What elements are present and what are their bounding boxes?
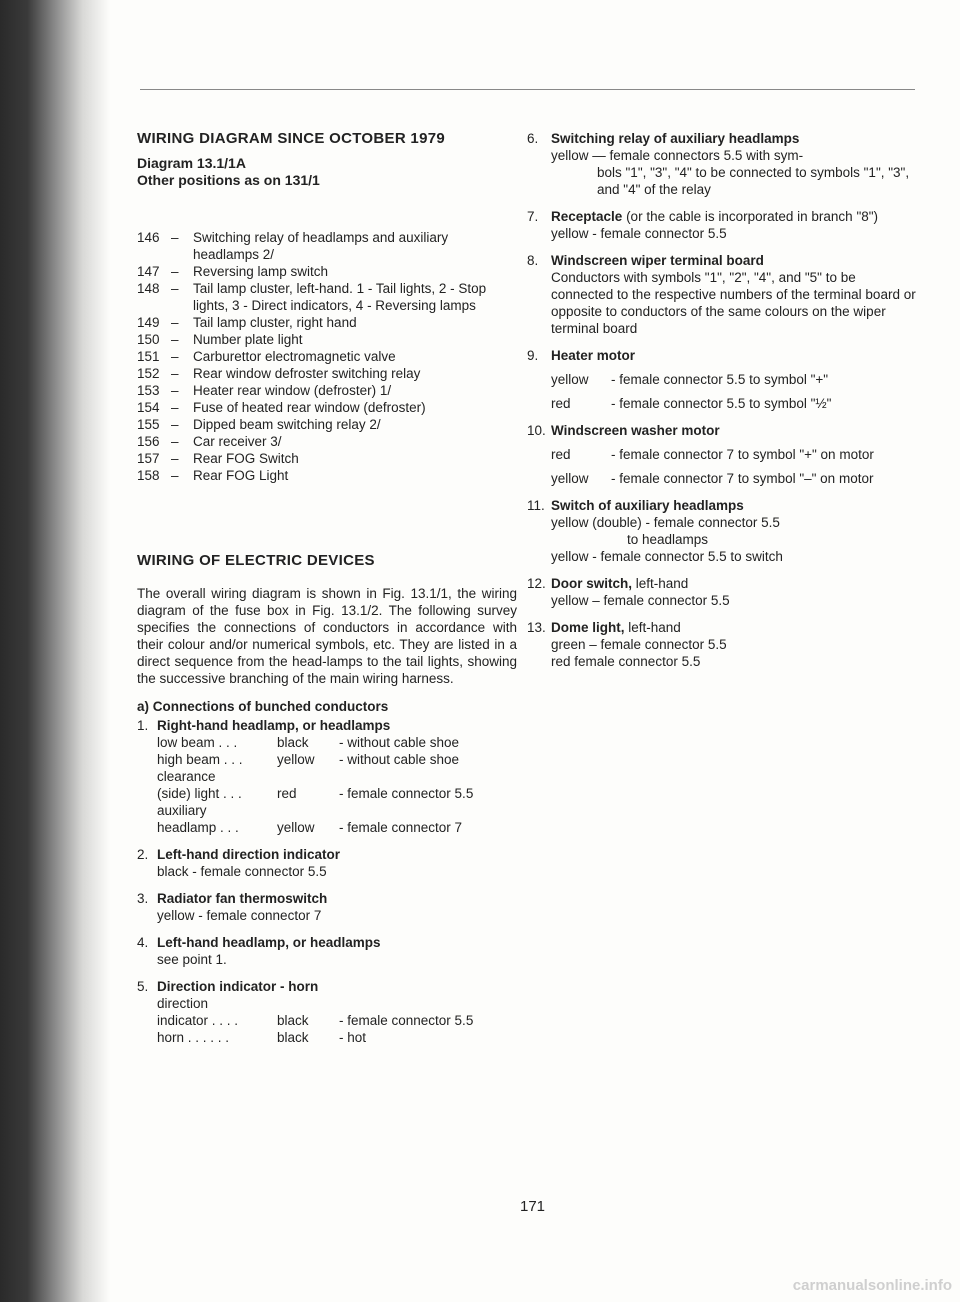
table-row: red - female connector 5.5 to symbol "½" xyxy=(551,396,832,411)
table-row: yellow - female connector 7 to symbol "–" on motor xyxy=(551,471,874,486)
list-item: 4. Left-hand headlamp, or headlamps see point 1. xyxy=(137,935,381,967)
right-column xyxy=(527,130,917,680)
header-rule xyxy=(140,89,915,90)
scan-shadow xyxy=(0,0,110,1302)
list-item: 155 – Dipped beam switching relay 2/ xyxy=(137,417,381,432)
list-item: 5. Direction indicator - horn direction indicator . . . . black - female connector 5.5 horn . . . . . . black - hot xyxy=(137,978,517,1046)
table-row: high beam . . . yellow - without cable shoe xyxy=(157,752,460,767)
table-row: horn . . . . . . black - hot xyxy=(157,1030,367,1045)
page-number: 171 xyxy=(520,1198,546,1215)
left-column xyxy=(137,130,517,1056)
list-item: 147 – Reversing lamp switch xyxy=(137,264,329,279)
page-title: WIRING DIAGRAM SINCE OCTOBER 1979 xyxy=(137,130,445,147)
list-item: 158 – Rear FOG Light xyxy=(137,468,289,483)
list-item: 7. Receptacle (or the cable is incorporated in branch "8") yellow - female connector 5.5 xyxy=(527,209,879,241)
list-item: 154 – Fuse of heated rear window (defroster) xyxy=(137,400,426,415)
list-item: 149 – Tail lamp cluster, right hand xyxy=(137,315,357,330)
watermark: carmanualsonline.info xyxy=(792,1277,952,1294)
table-row: low beam . . . black - without cable shoe xyxy=(157,735,460,750)
list-item: 152 – Rear window defroster switching relay xyxy=(137,366,421,381)
positions-note: Other positions as on 131/1 xyxy=(137,172,320,188)
table-row: headlamp . . . yellow - female connector 7 xyxy=(157,820,463,835)
table-row: red - female connector 7 to symbol "+" on motor xyxy=(551,447,874,462)
legend-list xyxy=(137,229,517,484)
list-item: 9. Heater motor yellow - female connector 5.5 to symbol "+" red - female connector 5.5 to symbol "½" xyxy=(527,347,917,412)
list-item: 157 – Rear FOG Switch xyxy=(137,451,299,466)
table-row: clearance xyxy=(157,769,216,784)
table-row: (side) light . . . red - female connector 5.5 xyxy=(157,786,474,801)
list-item: 150 – Number plate light xyxy=(137,332,303,347)
list-item: 11. Switch of auxiliary headlamps yellow (double) - female connector 5.5 to headlamps yellow - female connector 5.5 to switch xyxy=(527,498,783,564)
list-item: 12. Door switch, left-hand yellow – female connector 5.5 xyxy=(527,576,730,608)
list-item: 3. Radiator fan thermoswitch yellow - female connector 7 xyxy=(137,891,328,923)
list-item: 10. Windscreen washer motor red - female connector 7 to symbol "+" on motor yellow - female connector 7 to symbol "–" on motor xyxy=(527,422,917,487)
diagram-ref: Diagram 13.1/1A xyxy=(137,155,246,171)
list-item: 146 – Switching relay of headlamps and auxiliary headlamps 2/ xyxy=(137,230,449,262)
list-item: 8. Windscreen wiper terminal board Conductors with symbols "1", "2", "4", and "5" to be connected to the respective numbers of the terminal board or opposite to conductors of the same colours on the wiper terminal board xyxy=(527,253,916,336)
list-item: 151 – Carburettor electromagnetic valve xyxy=(137,349,396,364)
section-title: WIRING OF ELECTRIC DEVICES xyxy=(137,552,375,569)
list-item: 153 – Heater rear window (defroster) 1/ xyxy=(137,383,392,398)
table-row: yellow - female connector 5.5 to symbol "+" xyxy=(551,372,829,387)
table-row: indicator . . . . black - female connector 5.5 xyxy=(157,1013,474,1028)
list-item: 6. Switching relay of auxiliary headlamps yellow — female connectors 5.5 with sym- bols "1", "3", "4" to be connected to symbols "1", "3", and "4" of the relay xyxy=(527,131,910,197)
subsection-heading: a) Connections of bunched conductors xyxy=(137,699,389,714)
table-row: direction xyxy=(157,996,209,1011)
list-item: 148 – Tail lamp cluster, left-hand. 1 - Tail lights, 2 - Stop lights, 3 - Direct indicators, 4 - Reversing lamps xyxy=(137,281,487,313)
intro-paragraph: The overall wiring diagram is shown in Fig. 13.1/1, the wiring diagram of the fuse box in Fig. 13.1/2. The following survey specifies the connections of conductors in accordance with their colour and/or numerical symbols, etc. They are listed in a direct sequence from the head-lamps to the tail lights, showing the successive branching of the main wiring harness. xyxy=(137,586,517,686)
list-item: 1. Right-hand headlamp, or headlamps low beam . . . black - without cable shoe high beam . . . yellow - without cable shoe clearance (side) light . . . red - female connector 5.5 auxiliary headlamp . . . yellow - female connector 7 xyxy=(137,717,517,836)
list-item: 156 – Car receiver 3/ xyxy=(137,434,282,449)
list-item: 13. Dome light, left-hand green – female connector 5.5 red female connector 5.5 xyxy=(527,620,727,669)
table-row: auxiliary xyxy=(157,803,207,818)
list-item: 2. Left-hand direction indicator black - female connector 5.5 xyxy=(137,847,341,879)
